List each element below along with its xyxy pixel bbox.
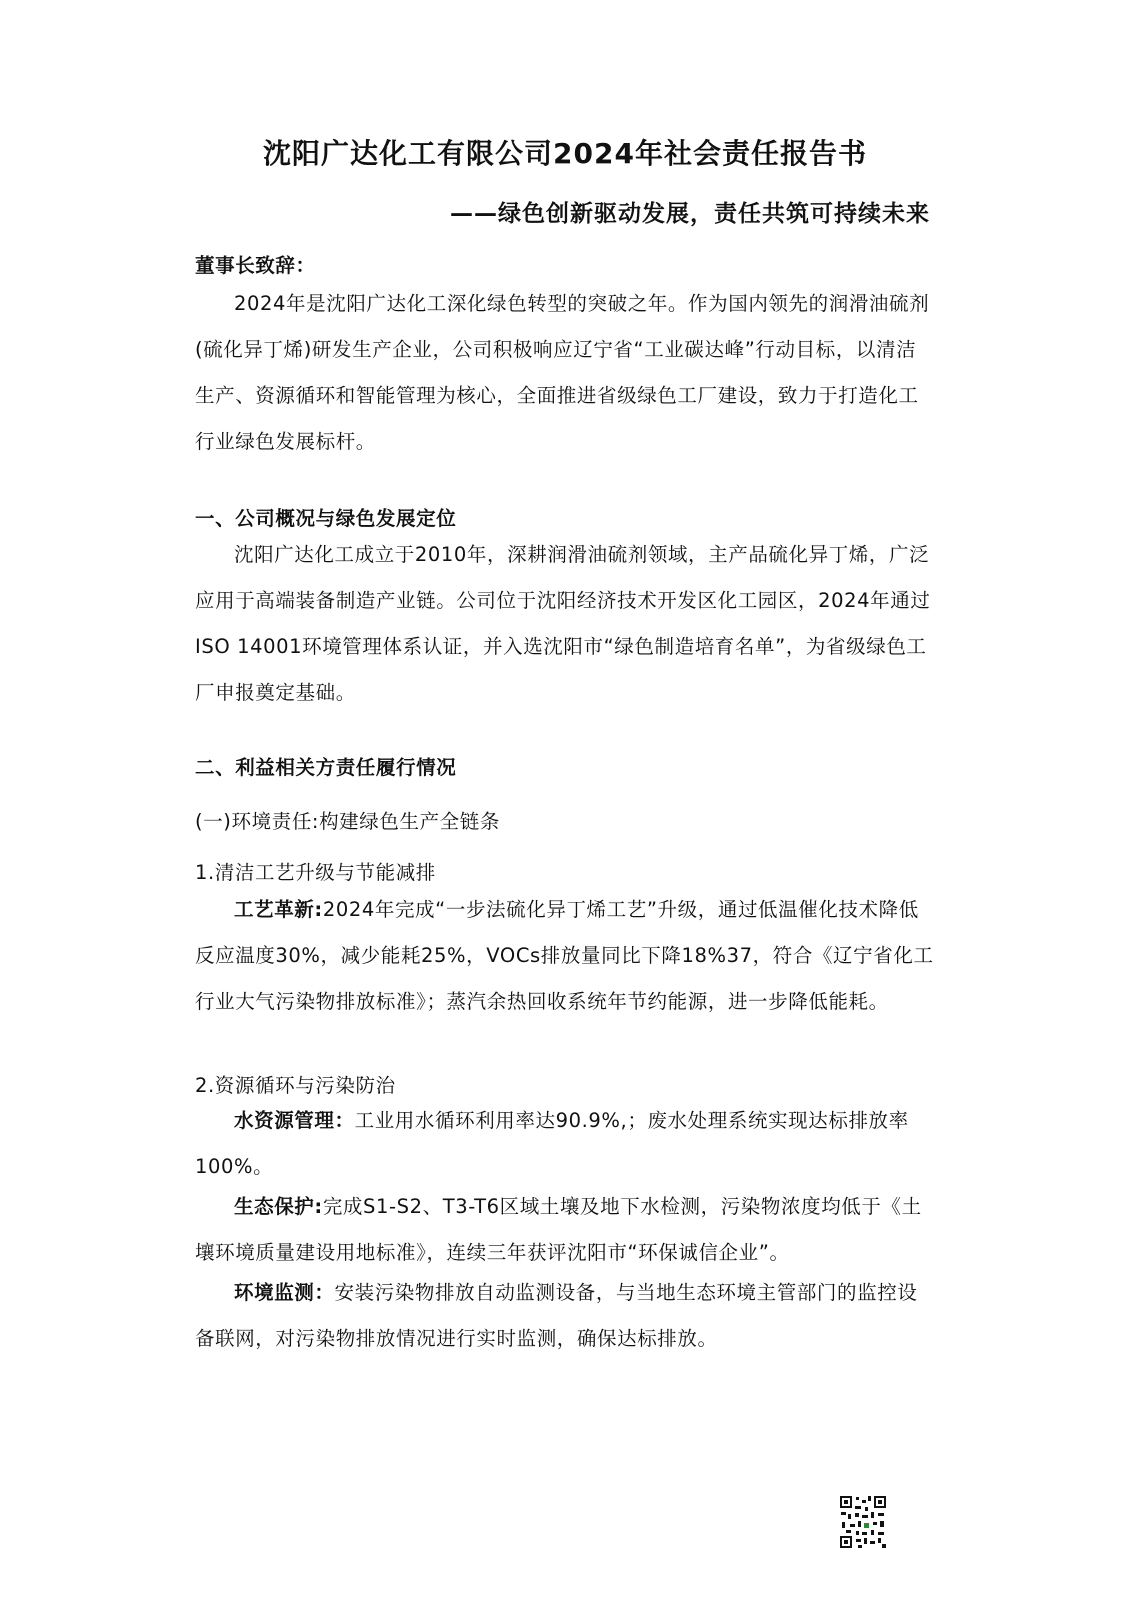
chairman-heading: 董事长致辞：: [195, 254, 316, 277]
eco-label: 生态保护:: [234, 1195, 323, 1218]
chairman-paragraph: 2024年是沈阳广达化工深化绿色转型的突破之年。作为国内领先的润滑油硫剂(硫化异丁烯)研发生产企业，公司积极响应辽宁省“工业碳达峰”行动目标，以清洁生产、资源循环和智能管理为核心，全面推进省级绿色工厂建设，致力于打造化工行业绿色发展标杆。: [195, 292, 930, 453]
monitor-label: 环境监测：: [234, 1281, 335, 1304]
section1-paragraph: 沈阳广达化工成立于2010年，深耕润滑油硫剂领域，主产品硫化异丁烯，广泛应用于高端装备制造产业链。公司位于沈阳经济技术开发区化工园区，2024年通过ISO 14001环境管理体系认证，并入选沈阳市“绿色制造培育名单”，为省级绿色工厂申报奠定基础。: [195, 543, 931, 704]
item1-heading: 1.清洁工艺升级与节能减排: [195, 861, 436, 884]
monitor-text: 安装污染物排放自动监测设备，与当地生态环境主管部门的监控设备联网，对污染物排放情况进行实时监测，确保达标排放。: [195, 1281, 918, 1350]
water-paragraph: [195, 1098, 935, 1190]
water-label: 水资源管理：: [234, 1109, 355, 1132]
item1-paragraph: [195, 887, 935, 1025]
report-subtitle: ——绿色创新驱动发展，责任共筑可持续未来: [450, 201, 930, 227]
section2-heading: 二、利益相关方责任履行情况: [195, 756, 457, 779]
report-title: 沈阳广达化工有限公司2024年社会责任报告书: [263, 137, 867, 170]
item1-text: 2024年完成“一步法硫化异丁烯工艺”升级，通过低温催化技术降低反应温度30%，减少能耗25%，VOCs排放量同比下降18%37，符合《辽宁省化工行业大气污染物排放标准》；蒸汽余热回收系统年节约能源，进一步降低能耗。: [195, 898, 934, 1013]
monitor-paragraph: [195, 1270, 935, 1362]
eco-text: 完成S1-S2、T3-T6区域土壤及地下水检测，污染物浓度均低于《土壤环境质量建设用地标准》，连续三年获评沈阳市“环保诚信企业”。: [195, 1195, 922, 1264]
qr-code-icon: [838, 1494, 888, 1550]
item2-heading: 2.资源循环与污染防治: [195, 1074, 396, 1097]
item1-label: 工艺革新:: [234, 898, 323, 921]
eco-paragraph: [195, 1184, 935, 1276]
water-text: 工业用水循环利用率达90.9%,；废水处理系统实现达标排放率100%。: [195, 1109, 909, 1178]
environment-subheading: (一)环境责任:构建绿色生产全链条: [195, 810, 500, 833]
section1-heading: 一、公司概况与绿色发展定位: [195, 507, 457, 530]
